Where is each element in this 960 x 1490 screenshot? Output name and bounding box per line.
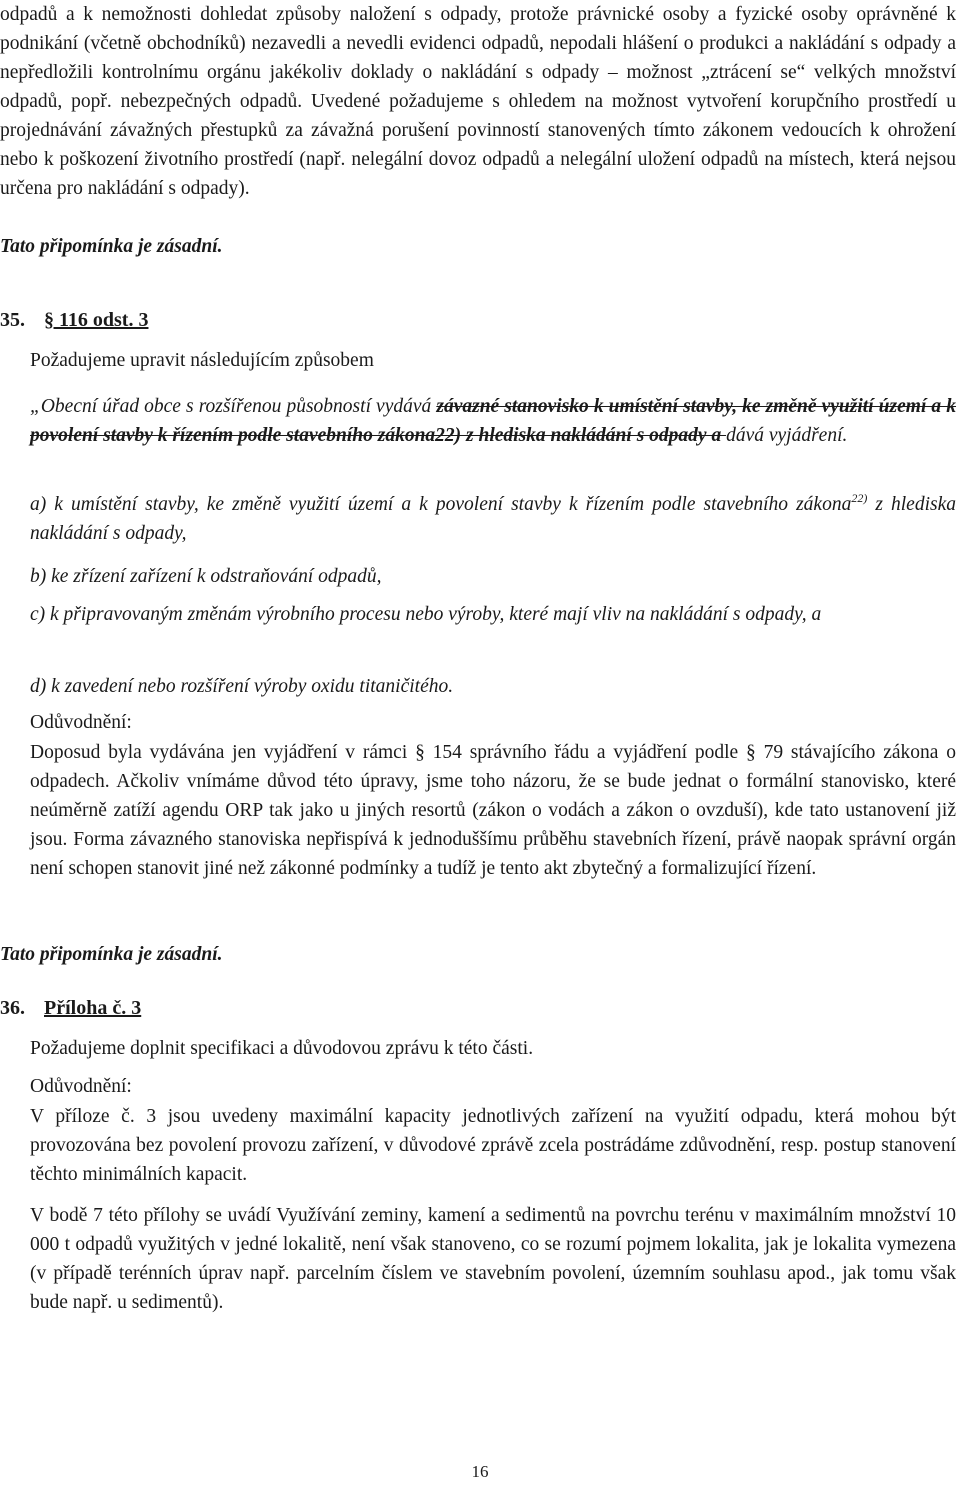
page-number: 16 [471, 1462, 489, 1481]
section-36-heading [0, 994, 141, 1023]
section-35-number: 35. [0, 309, 25, 331]
item-a-text: a) k umístění stavby, ke změně využití území a k povolení stavby k řízením podle stavebního zákona [30, 494, 852, 515]
principal-note-2: Tato připomínka je zásadní. [0, 944, 223, 965]
section-36-justification-label: Odůvodnění: [30, 1076, 132, 1097]
section-35-title: § 116 odst. 3 [44, 309, 149, 331]
section-36-request: Požadujeme doplnit specifikaci a důvodovou zprávu k této části. [30, 1038, 534, 1059]
principal-note-1: Tato připomínka je zásadní. [0, 236, 223, 257]
section-35-justification: Doposud byla vydávána jen vyjádření v rámci § 154 správního řádu a vyjádření podle § 79 stávajícího zákona o odpadech. Ačkoliv vnímáme důvod této úpravy, jsme toho názoru, že se bude jednat o formální stanovisko, které neúměrně zatíží agendu ORP tak jako u jiných resortů (zákon o vodách a zákon o ovzduší), kde tato ustanovení již jsou. Forma závazného stanoviska nepřispívá k jednoduššímu průběhu stavebních řízení, právě naopak správní orgán není schopen stanovit jiné než zákonné podmínky a tudíž je tento akt zbytečný a formalizující řízení. [30, 742, 956, 879]
section-36-number: 36. [0, 997, 25, 1019]
section-35-item-a [30, 490, 956, 548]
section-35-item-d: d) k zavedení nebo rozšíření výroby oxidu titaničitého. [30, 676, 454, 697]
section-35-item-c: c) k připravovaným změnám výrobního procesu nebo výroby, které mají vliv na nakládání s odpady, a [30, 604, 822, 625]
section-35-justification-label: Odůvodnění: [30, 712, 132, 733]
intro-paragraph: odpadů a k nemožnosti dohledat způsoby naložení s odpady, protože právnické osoby a fyzické osoby oprávněné k podnikání (včetně obchodníků) nezavedli a nevedli evidenci odpadů, nepodali hlášení o produkci a nakládání s odpady a nepředložili kontrolnímu orgánu jakékoliv doklady o nakládání s odpady – možnost „ztrácení se“ velkých množství odpadů, popř. nebezpečných odpadů. Uvedené požadujeme s ohledem na možnost vytvoření korupčního prostředí u projednávání závažných přestupků za závažná porušení povinností stanovených tímto zákonem vedoucích k ohrožení nebo k poškození životního prostředí (např. nelegální dovoz odpadů a nelegální uložení odpadů na místech, která nejsou určena pro nakládání s odpady). [0, 4, 956, 199]
proposal-struck-text: závazné stanovisko k umístění stavby, ke změně využití území a k povolení stavby k řízením podle stavebního zákona22) z hlediska nakládání s odpady a [30, 396, 957, 446]
section-35-proposal [30, 392, 956, 450]
item-a-footnote-ref: 22) [851, 491, 868, 505]
proposal-end: dává vyjádření. [726, 425, 848, 446]
section-35-request: Požadujeme upravit následujícím způsobem [30, 350, 374, 371]
section-36-title: Příloha č. 3 [44, 997, 142, 1019]
item-a-tail: z hlediska nakládání s odpady, [30, 494, 956, 544]
section-35-item-b: b) ke zřízení zařízení k odstraňování odpadů, [30, 566, 382, 587]
section-36-justification-1: V příloze č. 3 jsou uvedeny maximální kapacity jednotlivých zařízení na využití odpadu, která mohou být provozována bez povolení provozu zařízení, v důvodové zprávě zcela postrádáme zdůvodnění, resp. postup stanovení těchto minimálních kapacit. [30, 1106, 956, 1185]
section-35-heading [0, 306, 148, 335]
proposal-start: „Obecní úřad obce s rozšířenou působností vydává [30, 396, 437, 417]
section-36-justification-2: V bodě 7 této přílohy se uvádí Využívání zeminy, kamení a sedimentů na povrchu terénu v maximálním množství 10 000 t odpadů využitých v jedné lokalitě, není však stanoveno, co se rozumí pojmem lokalita, jak je lokalita vymezena (v případě terénních úprav např. parcelním číslem ve stavebním povolení, územním souhlasu apod., jak tomu však bude např. u sedimentů). [30, 1205, 956, 1313]
